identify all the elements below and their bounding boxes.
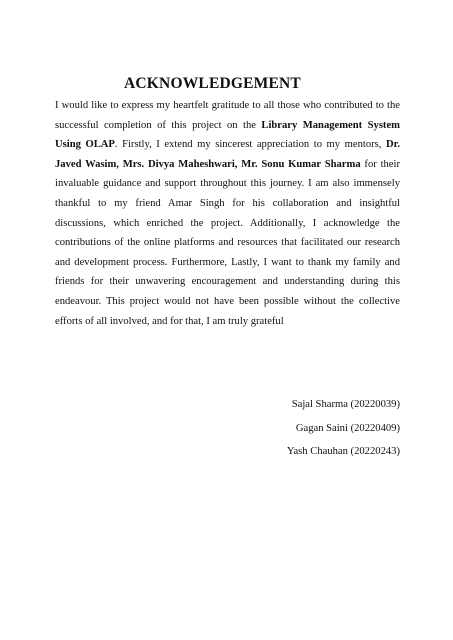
signature-block [287,393,400,464]
mentor-names: Dr. Javed Wasim, Mrs. Divya Maheshwari, Mr. Sonu Kumar Sharma [55,139,400,170]
project-title: Library Management System Using OLAP [55,119,400,151]
signature-line: Yash Chauhan (20220243) [286,446,400,457]
signature-line: Sajal Sharma (20220039) [291,399,400,410]
page-title [0,74,453,94]
signature-line: Gagan Saini (20220409) [295,422,400,434]
paragraph-segment: I would like to express my heartfelt gratitude to all those who contributed to the successful completion of this project on the [55,100,400,131]
paragraph-segment: . Firstly, I extend my sincerest appreciation to my mentors, [114,139,386,151]
page-title-text: ACKNOWLEDGEMENT [124,75,301,92]
acknowledgement-paragraph [55,96,400,331]
paragraph-segment: for their invaluable guidance and support throughout this journey. I am also immensely thankful to my friend Amar Singh for his collaboration and insightful discussions, which enriched the project. Additionally, I acknowledge the contributions of the online platforms and resources that facilitated our research and development process. Furthermore, Lastly, I want to thank my family and friends for their unwavering encouragement and understanding during this endeavour. This project would not have been possible without the collective efforts of all involved, and for that, I am truly grateful [55,158,400,327]
